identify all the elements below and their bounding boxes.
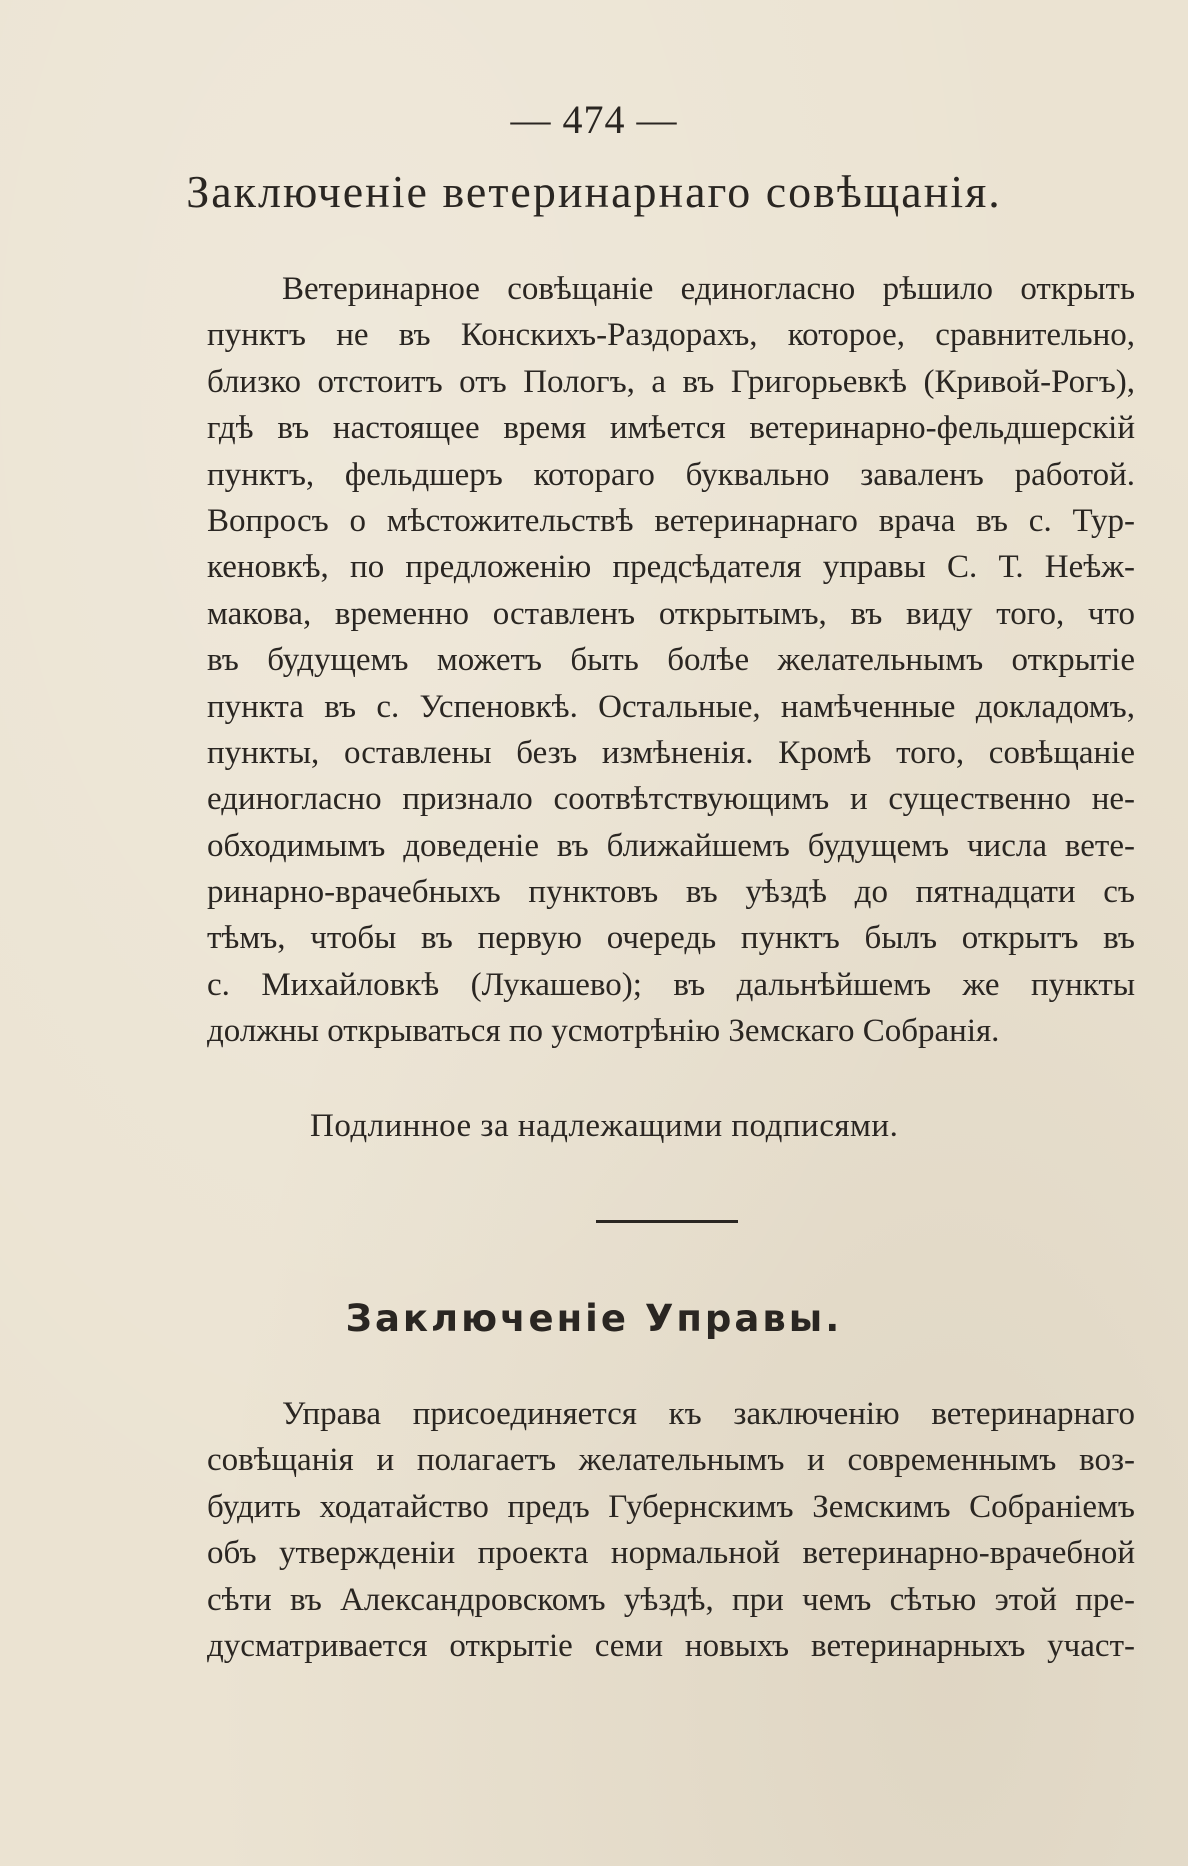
text-line: Управа присоединяется къ заключенію ветеринарнаго	[282, 1396, 1135, 1432]
text-line: совѣщанія и полагаетъ желательнымъ и современнымъ воз-	[207, 1442, 1135, 1479]
text-line: Ветеринарное совѣщаніе единогласно рѣшило открыть	[282, 271, 1135, 307]
text-line: кеновкѣ, по предложенію предсѣдателя управы С. Т. Неѣж-	[207, 549, 1135, 586]
text-line: объ утвержденіи проекта нормальной ветеринарно-врачебной	[207, 1535, 1135, 1572]
signatures-note: Подлинное за надлежащими подписями.	[310, 1108, 899, 1144]
paragraph-veterinary-meeting	[207, 266, 1135, 1055]
section-title-veterinary-meeting: Заключеніе ветеринарнаго совѣщанія.	[186, 166, 1002, 217]
text-line: Вопросъ о мѣстожительствѣ ветеринарнаго врача въ с. Тур-	[207, 502, 1135, 539]
section-title-board-conclusion: Заключеніе Управы.	[345, 1297, 843, 1340]
text-line: будить ходатайство предъ Губернскимъ Земскимъ Собраніемъ	[207, 1488, 1135, 1525]
text-line: дусматривается открытіе семи новыхъ ветеринарныхъ участ-	[207, 1627, 1135, 1664]
text-line: пункта въ с. Успеновкѣ. Остальные, намѣченные докладомъ,	[207, 688, 1135, 725]
text-line: ринарно-врачебныхъ пунктовъ въ уѣздѣ до пятнадцати съ	[207, 874, 1135, 911]
paragraph-board-conclusion	[207, 1391, 1135, 1669]
text-line: близко отстоитъ отъ Пологъ, а въ Григорьевкѣ (Кривой-Рогъ),	[207, 363, 1135, 400]
text-line: пунктъ не въ Конскихъ-Раздорахъ, которое, сравнительно,	[207, 317, 1135, 354]
page-number: — 474 —	[510, 97, 678, 142]
text-line: пунктъ, фельдшеръ котораго буквально заваленъ работой.	[207, 456, 1135, 493]
text-line: должны открываться по усмотрѣнію Земскаго Собранія.	[207, 1013, 1000, 1050]
text-line: с. Михайловкѣ (Лукашево); въ дальнѣйшемъ же пункты	[207, 966, 1135, 1003]
text-line: макова, временно оставленъ открытымъ, въ виду того, что	[207, 595, 1135, 632]
text-line: обходимымъ доведеніе въ ближайшемъ будущемъ числа вете-	[207, 827, 1135, 864]
section-divider	[596, 1220, 738, 1223]
text-line: пункты, оставлены безъ измѣненія. Кромѣ того, совѣщаніе	[207, 734, 1135, 771]
text-line: сѣти въ Александровскомъ уѣздѣ, при чемъ сѣтью этой пре-	[207, 1581, 1135, 1618]
text-line: въ будущемъ можетъ быть болѣе желательнымъ открытіе	[207, 642, 1135, 679]
text-line: тѣмъ, чтобы въ первую очередь пунктъ былъ открытъ въ	[207, 920, 1135, 957]
text-line: гдѣ въ настоящее время имѣется ветеринарно-фельдшерскій	[207, 410, 1135, 447]
text-line: единогласно признало соотвѣтствующимъ и существенно не-	[207, 781, 1135, 818]
